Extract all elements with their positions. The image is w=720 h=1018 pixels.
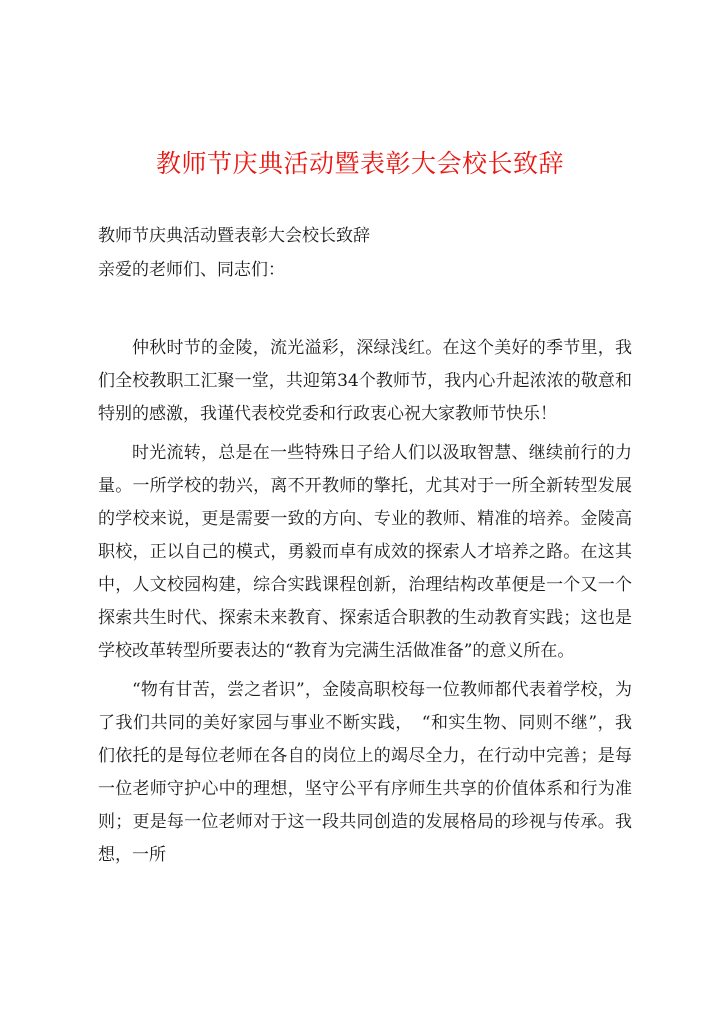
document-subtitle: 教师节庆典活动暨表彰大会校长致辞 [98,226,370,246]
paragraph: “物有甘苦，尝之者识”，金陵高职校每一位教师都代表着学校，为了我们共同的美好家园与事业不断实践， “和实生物、同则不继”，我们依托的是每位老师在各自的岗位上的竭尽全力，在行动中完善；是每一位老师守护心中的理想，坚守公平有序师生共享的价值体系和行为准则；更是每一位老师对于这一段共同创造的发展格局的珍视与传承。我想，一所 [98,680,632,865]
paragraph: 时光流转，总是在一些特殊日子给人们以汲取智慧、继续前行的力量。一所学校的勃兴，离不开教师的擎托，尤其对于一所全新转型发展的学校来说，更是需要一致的方向、专业的教师、精准的培养。金陵高职校，正以自己的模式，勇毅而卓有成效的探索人才培养之路。在这其中，人文校园构建，综合实践课程创新，治理结构改革便是一个又一个探索共生时代、探索未来教育、探索适合职教的生动教育实践；这也是学校改革转型所要表达的“教育为完满生活做准备”的意义所在。 [98,443,632,661]
document-title: 教师节庆典活动暨表彰大会校长致辞 [155,149,564,178]
document-body [98,332,632,878]
paragraph: 仲秋时节的金陵，流光溢彩，深绿浅红。在这个美好的季节里，我们全校教职工汇聚一堂，共迎第34个教师节，我内心升起浓浓的敬意和特别的感激，我谨代表校党委和行政衷心祝大家教师节快乐！ [98,338,632,424]
greeting: 亲爱的老师们、同志们： [98,260,285,280]
